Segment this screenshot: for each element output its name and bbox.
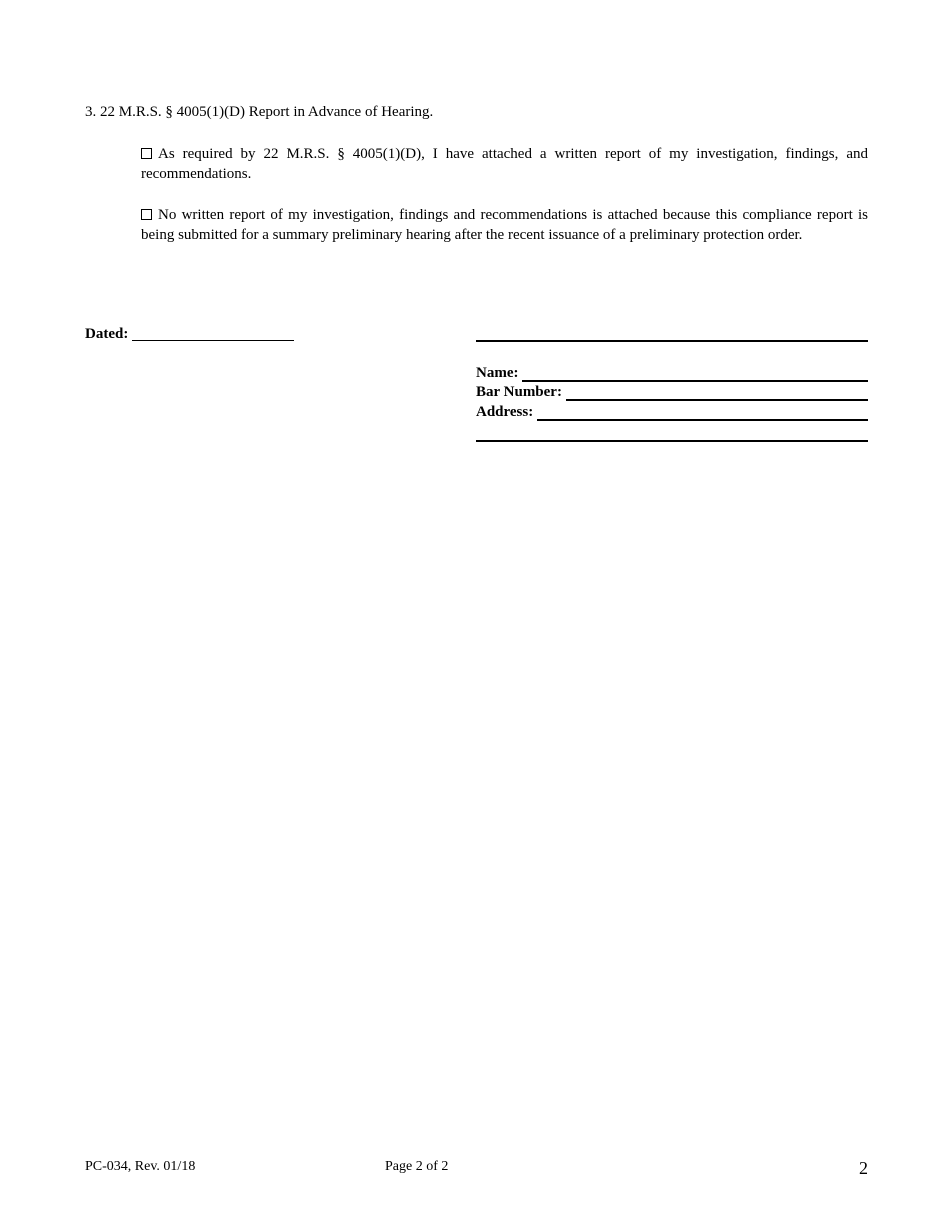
option-text: No written report of my investigation, findings and recommendations is attached because this compliance report is being submitted for a summary preliminary hearing after the recent issuance of a preliminary protection order. (141, 207, 868, 243)
address-input-line[interactable] (537, 419, 868, 421)
name-field (476, 363, 868, 383)
form-id: PC-034, Rev. 01/18 (85, 1159, 196, 1174)
dated-input-line[interactable] (132, 325, 294, 341)
bar-number-field (476, 382, 868, 402)
dated-field (85, 324, 294, 344)
page-label: Page 2 of 2 (385, 1159, 449, 1174)
name-label: Name: (476, 365, 519, 381)
bar-number-input-line[interactable] (566, 399, 868, 401)
option-written-report-attached (141, 144, 868, 184)
option-no-written-report (141, 205, 868, 245)
written-report-attached-checkbox[interactable] (141, 148, 152, 159)
option-text: As required by 22 M.R.S. § 4005(1)(D), I have attached a written report of my investigation, findings, and recommendations. (141, 146, 868, 182)
address-field (476, 402, 868, 422)
no-written-report-checkbox[interactable] (141, 209, 152, 220)
bar-number-label: Bar Number: (476, 384, 562, 400)
dated-label: Dated: (85, 326, 129, 342)
page-number: 2 (859, 1158, 868, 1178)
address-second-line[interactable] (476, 440, 868, 442)
signature-line[interactable] (476, 340, 868, 342)
address-label: Address: (476, 404, 534, 420)
section-heading: 3. 22 M.R.S. § 4005(1)(D) Report in Advance of Hearing. (85, 104, 434, 120)
